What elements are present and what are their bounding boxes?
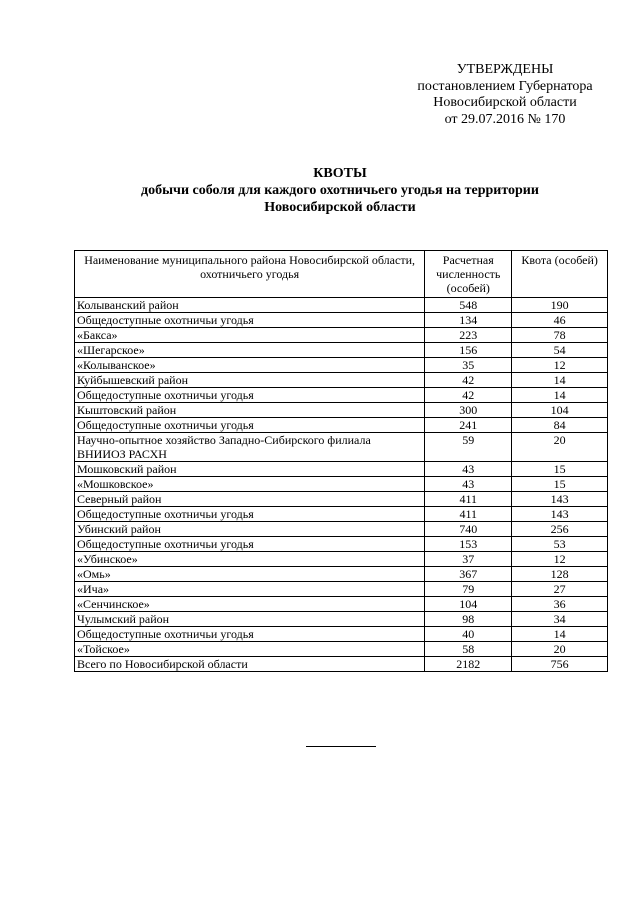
cell-estimated: 35 <box>425 358 512 373</box>
cell-quota: 756 <box>512 657 608 672</box>
table-row <box>75 582 608 597</box>
cell-name: Всего по Новосибирской области <box>75 657 425 672</box>
title-main: КВОТЫ <box>313 166 367 181</box>
cell-estimated: 79 <box>425 582 512 597</box>
cell-name: «Омь» <box>75 567 425 582</box>
cell-name: Северный район <box>75 492 425 507</box>
table-row <box>75 507 608 522</box>
cell-name: Общедоступные охотничьи угодья <box>75 507 425 522</box>
table-row <box>75 388 608 403</box>
cell-quota: 143 <box>512 507 608 522</box>
cell-quota: 143 <box>512 492 608 507</box>
cell-name: Мошковский район <box>75 462 425 477</box>
cell-estimated: 548 <box>425 298 512 313</box>
cell-estimated: 2182 <box>425 657 512 672</box>
cell-estimated: 37 <box>425 552 512 567</box>
cell-estimated: 300 <box>425 403 512 418</box>
cell-name: «Мошковское» <box>75 477 425 492</box>
cell-estimated: 367 <box>425 567 512 582</box>
cell-quota: 128 <box>512 567 608 582</box>
cell-estimated: 411 <box>425 507 512 522</box>
table-header-row <box>75 251 608 298</box>
approval-heading: УТВЕРЖДЕНЫ <box>456 62 554 77</box>
cell-quota: 12 <box>512 552 608 567</box>
header-name: Наименование муниципального района Новосибирской области, охотничьего угодья <box>75 251 425 298</box>
table-row <box>75 567 608 582</box>
table-row <box>75 373 608 388</box>
table-body <box>75 298 608 672</box>
quota-table <box>74 250 608 672</box>
cell-quota: 36 <box>512 597 608 612</box>
cell-quota: 14 <box>512 627 608 642</box>
cell-estimated: 153 <box>425 537 512 552</box>
table-row <box>75 433 608 462</box>
table-row <box>75 328 608 343</box>
cell-estimated: 156 <box>425 343 512 358</box>
cell-quota: 20 <box>512 433 608 462</box>
table-row <box>75 657 608 672</box>
header-estimated: Расчетная численность (особей) <box>425 251 512 298</box>
approval-stamp <box>380 62 630 128</box>
cell-estimated: 42 <box>425 388 512 403</box>
cell-quota: 53 <box>512 537 608 552</box>
cell-name: Кыштовский район <box>75 403 425 418</box>
cell-quota: 46 <box>512 313 608 328</box>
table-row <box>75 462 608 477</box>
cell-quota: 104 <box>512 403 608 418</box>
table-row <box>75 627 608 642</box>
cell-quota: 34 <box>512 612 608 627</box>
cell-quota: 12 <box>512 358 608 373</box>
cell-name: Общедоступные охотничьи угодья <box>75 627 425 642</box>
table-row <box>75 537 608 552</box>
cell-estimated: 223 <box>425 328 512 343</box>
cell-name: Убинский район <box>75 522 425 537</box>
cell-name: «Ича» <box>75 582 425 597</box>
title-subtitle: добычи соболя для каждого охотничьего угодья на территории <box>141 183 539 198</box>
cell-estimated: 43 <box>425 462 512 477</box>
cell-name: Колыванский район <box>75 298 425 313</box>
approval-region: Новосибирской области <box>433 95 577 110</box>
cell-name: «Бакса» <box>75 328 425 343</box>
table-row <box>75 403 608 418</box>
cell-quota: 15 <box>512 462 608 477</box>
cell-name: «Шегарское» <box>75 343 425 358</box>
cell-estimated: 40 <box>425 627 512 642</box>
cell-estimated: 42 <box>425 373 512 388</box>
cell-quota: 15 <box>512 477 608 492</box>
cell-estimated: 241 <box>425 418 512 433</box>
cell-estimated: 59 <box>425 433 512 462</box>
title-region: Новосибирской области <box>264 200 416 215</box>
cell-name: «Сенчинское» <box>75 597 425 612</box>
cell-name: Общедоступные охотничьи угодья <box>75 388 425 403</box>
table-row <box>75 642 608 657</box>
cell-estimated: 411 <box>425 492 512 507</box>
cell-name: Общедоступные охотничьи угодья <box>75 537 425 552</box>
table-row <box>75 477 608 492</box>
cell-quota: 84 <box>512 418 608 433</box>
cell-quota: 20 <box>512 642 608 657</box>
table-row <box>75 298 608 313</box>
cell-estimated: 134 <box>425 313 512 328</box>
table-row <box>75 612 608 627</box>
cell-name: Научно-опытное хозяйство Западно-Сибирского филиала ВНИИОЗ РАСХН <box>75 433 425 462</box>
approval-decree: постановлением Губернатора <box>417 78 593 94</box>
closing-separator-line <box>306 746 376 747</box>
cell-name: «Тойское» <box>75 642 425 657</box>
cell-estimated: 58 <box>425 642 512 657</box>
header-quota: Квота (особей) <box>512 251 608 298</box>
cell-estimated: 104 <box>425 597 512 612</box>
table-row <box>75 313 608 328</box>
cell-quota: 14 <box>512 373 608 388</box>
table-row <box>75 522 608 537</box>
cell-estimated: 98 <box>425 612 512 627</box>
cell-quota: 256 <box>512 522 608 537</box>
cell-name: Общедоступные охотничьи угодья <box>75 418 425 433</box>
cell-quota: 54 <box>512 343 608 358</box>
cell-quota: 190 <box>512 298 608 313</box>
cell-estimated: 740 <box>425 522 512 537</box>
cell-quota: 14 <box>512 388 608 403</box>
cell-name: «Убинское» <box>75 552 425 567</box>
table-row <box>75 358 608 373</box>
cell-quota: 27 <box>512 582 608 597</box>
table-row <box>75 418 608 433</box>
approval-date-number: от 29.07.2016 № 170 <box>444 111 566 127</box>
table-row <box>75 552 608 567</box>
document-title <box>70 165 610 216</box>
cell-name: «Колыванское» <box>75 358 425 373</box>
cell-name: Куйбышевский район <box>75 373 425 388</box>
cell-estimated: 43 <box>425 477 512 492</box>
cell-quota: 78 <box>512 328 608 343</box>
table-row <box>75 492 608 507</box>
table-row <box>75 343 608 358</box>
cell-name: Общедоступные охотничьи угодья <box>75 313 425 328</box>
cell-name: Чулымский район <box>75 612 425 627</box>
table-row <box>75 597 608 612</box>
